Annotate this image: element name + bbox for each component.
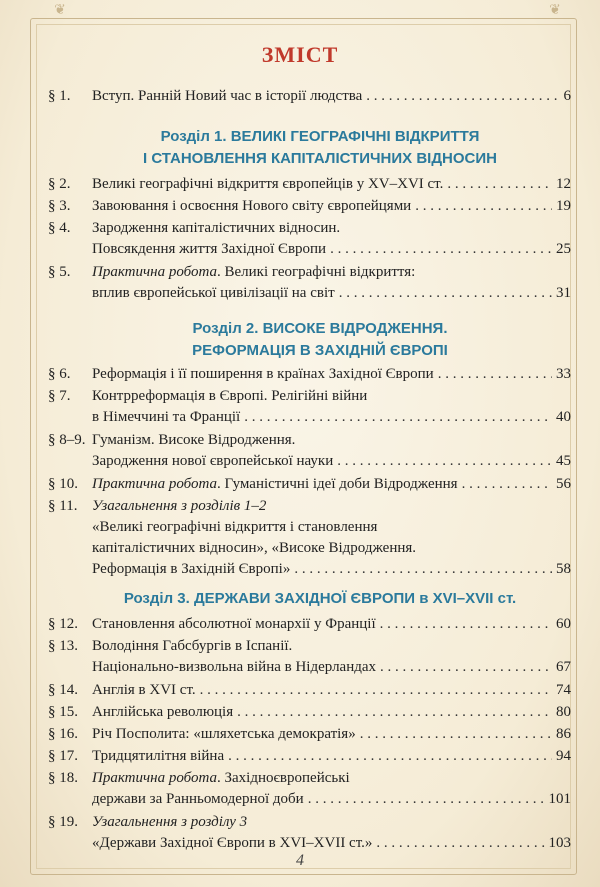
toc-entry-12[interactable]: § 12. Становлення абсолютної монархії у Франції . . . 60 (48, 614, 571, 635)
toc-entry-5[interactable]: § 5. Практична робота. Великі географічні відкриття: вплив європейської цивілізації на світ . . . 31 (48, 262, 571, 304)
entry-title: Вступ. Ранній Новий час в історії людства (92, 88, 363, 104)
toc-entry-19[interactable]: § 19. Узагальнення з розділу 3 «Держави Західної Європи в XVI–XVII ст.» . . . 103 (48, 812, 571, 854)
page-title: ЗМІСТ (261, 42, 339, 67)
toc-entry-4[interactable]: § 4. Зародження капіталістичних відносин. Повсякдення життя Західної Європи . . . 25 (48, 218, 571, 260)
toc-entry-1[interactable] (48, 86, 571, 107)
leader-dots (366, 86, 559, 107)
toc-entry-15[interactable]: § 15. Англійська революція . . . 80 (48, 702, 571, 723)
section-heading-2: Розділ 2. ВИСОКЕ ВІДРОДЖЕННЯ. РЕФОРМАЦІЯ В ЗАХІДНІЙ ЄВРОПІ (192, 320, 448, 359)
section-heading-3: Розділ 3. ДЕРЖАВИ ЗАХІДНОЇ ЄВРОПИ в XVI–XVII ст. (123, 590, 517, 607)
toc-entry-6[interactable]: § 6. Реформація і її поширення в країнах Західної Європи . . . 33 (48, 364, 571, 385)
ornament-left-icon: ❦ (54, 3, 66, 18)
ornament-right-icon: ❦ (549, 3, 561, 18)
toc-entry-3[interactable]: § 3. Завоювання і освоєння Нового світу європейцями . . . 19 (48, 196, 571, 217)
toc-entry-7[interactable]: § 7. Контрреформація в Європі. Релігійні війни в Німеччині та Франції . . . 40 (48, 386, 571, 428)
toc-entry-13[interactable]: § 13. Володіння Габсбургів в Іспанії. Національно-визвольна війна в Нідерландах . . . 67 (48, 636, 571, 678)
toc-entry-17[interactable]: § 17. Тридцятилітня війна . . . 94 (48, 746, 571, 767)
toc-entry-14[interactable]: § 14. Англія в XVI ст. . . . 74 (48, 680, 571, 701)
toc-entry-18[interactable]: § 18. Практична робота. Західноєвропейські держави за Ранньомодерної доби . . . 101 (48, 768, 571, 810)
toc-entry-2[interactable]: § 2. Великі географічні відкриття європейців у XV–XVI ст. . . . 12 (48, 174, 571, 195)
toc-entry-11[interactable]: § 11. Узагальнення з розділів 1–2 «Великі географічні відкриття і становлення капіталістичних відносин», «Високе Відродження. Реформація в Західній Європі» . . . 58 (48, 496, 571, 580)
section-heading-1: Розділ 1. ВЕЛИКІ ГЕОГРАФІЧНІ ВІДКРИТТЯ І СТАНОВЛЕННЯ КАПІТАЛІСТИЧНИХ ВІДНОСИН (143, 128, 497, 167)
page-number: 4 (296, 852, 304, 869)
toc-entry-8-9[interactable]: § 8–9. Гуманізм. Високе Відродження. Зародження нової європейської науки . . . 45 (48, 430, 571, 472)
toc-entry-10[interactable]: § 10. Практична робота. Гуманістичні ідеї доби Відродження . . . 56 (48, 474, 571, 495)
toc-entry-16[interactable]: § 16. Річ Посполита: «шляхетська демократія» . . . 86 (48, 724, 571, 745)
entry-page: 6 (563, 88, 571, 104)
entry-number: § 1. (48, 88, 71, 104)
